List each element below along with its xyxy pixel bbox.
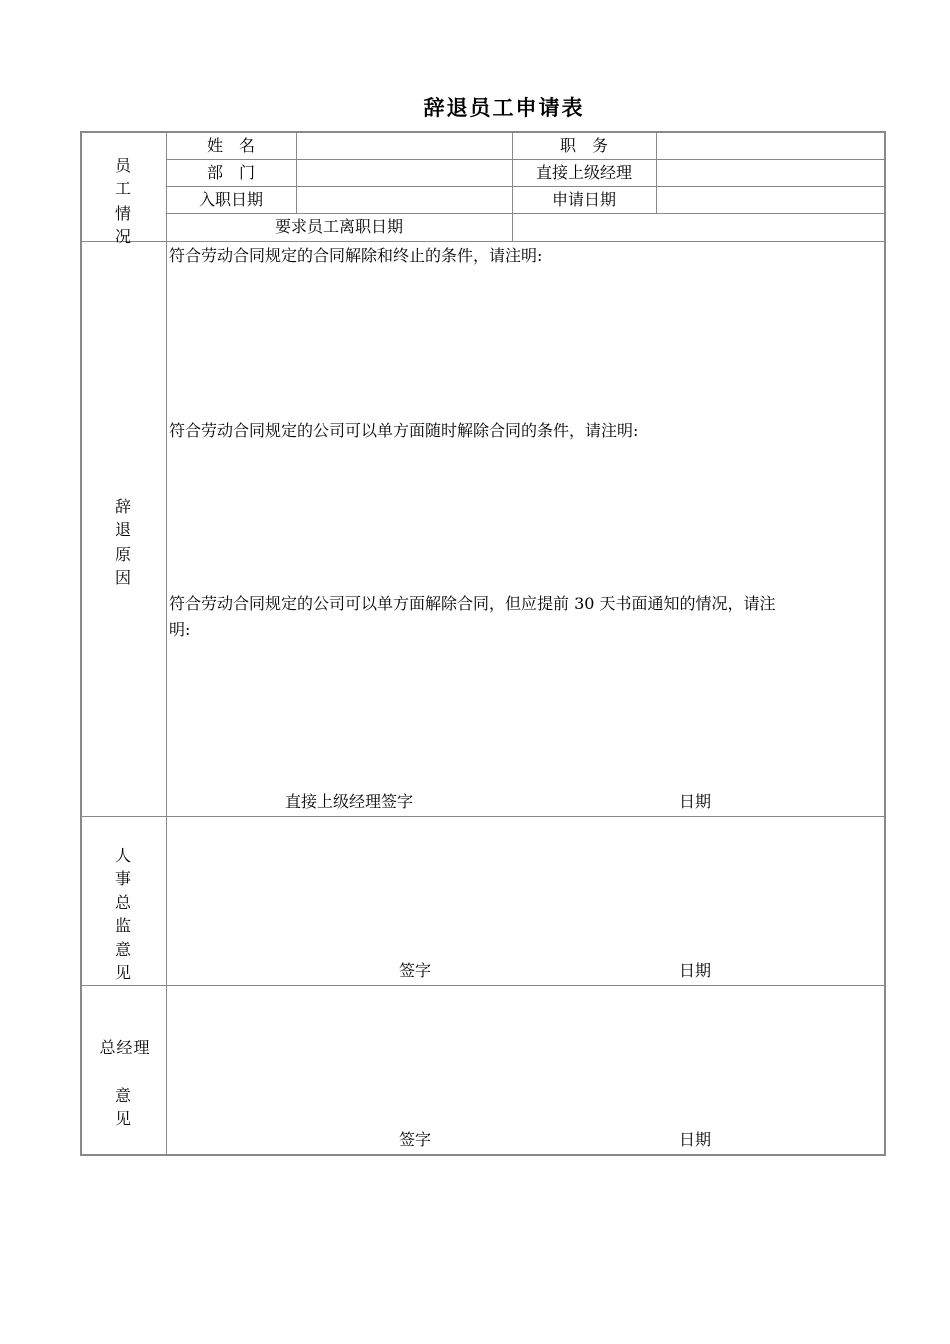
gm-opinion-field[interactable] — [169, 989, 881, 1124]
reason-section-label-1: 辞 退 — [114, 497, 145, 539]
hr-opinion-field[interactable] — [169, 820, 881, 955]
employee-section-label-2: 情 况 — [114, 204, 145, 246]
reason-section-label-2: 原 因 — [114, 545, 145, 587]
reason-clause-3-line-1: 符合劳动合同规定的公司可以单方面解除合同，但应提前 30 天书面通知的情况，请注 — [169, 594, 776, 613]
apply-date-field[interactable] — [657, 187, 883, 212]
supervisor-signature-label: 直接上级经理签字 — [285, 792, 414, 811]
gm-signature-label: 签字 — [399, 1130, 432, 1149]
hr-section-label-2: 总 监 — [114, 893, 145, 935]
reason-clause-1-field[interactable] — [169, 270, 881, 410]
gm-date-label: 日期 — [679, 1130, 712, 1149]
department-field[interactable] — [297, 160, 511, 185]
leave-date-field[interactable] — [513, 214, 883, 240]
apply-date-label: 申请日期 — [551, 190, 616, 209]
department-label: 部 门 — [206, 163, 255, 182]
position-label: 职 务 — [559, 136, 608, 155]
supervisor-field[interactable] — [657, 160, 883, 185]
hr-section-label-3: 意 见 — [114, 940, 145, 982]
reason-clause-3-line-2: 明: — [169, 620, 191, 639]
employee-section-label-1: 员 工 — [114, 156, 145, 198]
leave-date-label: 要求员工离职日期 — [274, 217, 403, 236]
hire-date-field[interactable] — [297, 187, 511, 212]
name-field[interactable] — [297, 132, 511, 158]
page-title: 辞退员工申请表 — [423, 95, 585, 120]
gm-section-label-1: 总经理 — [99, 1038, 151, 1057]
hire-date-label: 入职日期 — [198, 190, 263, 209]
reason-clause-2: 符合劳动合同规定的公司可以单方面随时解除合同的条件，请注明: — [169, 421, 639, 440]
name-label: 姓 名 — [206, 136, 255, 155]
hr-date-label: 日期 — [679, 961, 712, 980]
hr-section-label-1: 人 事 — [114, 846, 145, 888]
reason-clause-2-field[interactable] — [169, 446, 881, 586]
reason-clause-3-field[interactable] — [169, 645, 881, 785]
reason-clause-1: 符合劳动合同规定的合同解除和终止的条件，请注明: — [169, 246, 543, 265]
hr-signature-label: 签字 — [399, 961, 432, 980]
supervisor-label: 直接上级经理 — [535, 163, 632, 182]
position-field[interactable] — [657, 132, 883, 158]
gm-section-label-2: 意 见 — [114, 1086, 145, 1128]
reason-date-label: 日期 — [679, 792, 712, 811]
